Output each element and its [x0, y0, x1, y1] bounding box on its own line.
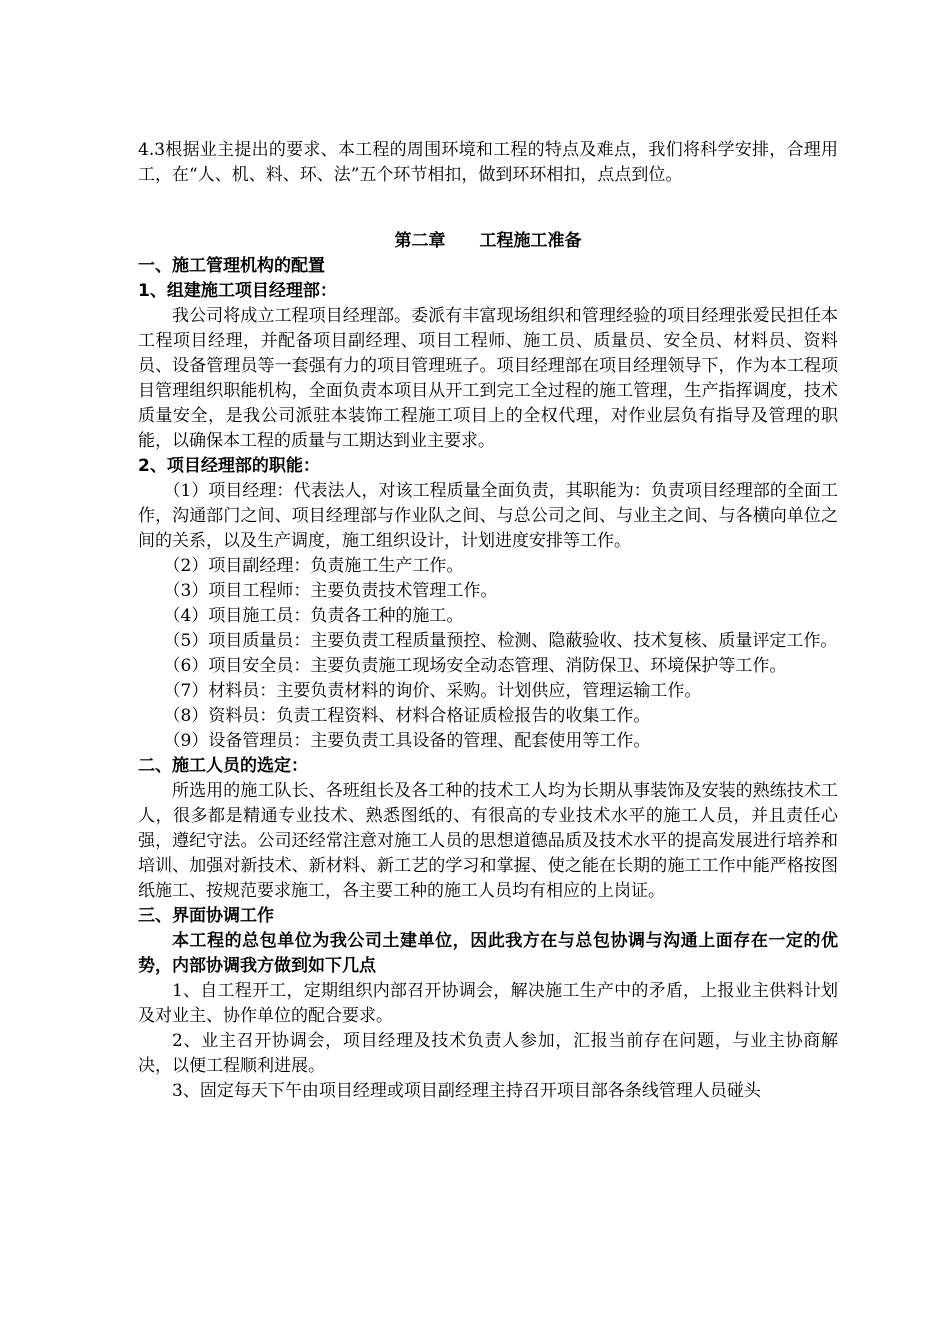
duty-item: （4）项目施工员：负责各工种的施工。 — [163, 606, 464, 626]
chapter-title: 第二章 工程施工准备 — [394, 231, 582, 251]
coordination-item: 1、自工程开工，定期组织内部召开协调会，解决施工生产中的矛盾，上报业主供料计划及对业主、协作单位的配合要求。 — [138, 981, 838, 1026]
section-heading-1: 一、施工管理机构的配置 — [138, 256, 325, 276]
section-heading-2: 二、施工人员的选定： — [138, 756, 308, 776]
duty-item: （5）项目质量员：主要负责工程质量预控、检测、隐蔽验收、技术复核、质量评定工作。 — [163, 631, 838, 651]
duty-item: （9）设备管理员：主要负责工具设备的管理、配套使用等工作。 — [163, 731, 651, 751]
subsection-heading-1: 1、组建施工项目经理部： — [138, 281, 337, 301]
duty-item: （6）项目安全员：主要负责施工现场安全动态管理、消防保卫、环境保护等工作。 — [163, 656, 787, 676]
document-page — [138, 138, 838, 1104]
duty-item: （1）项目经理：代表法人，对该工程质量全面负责，其职能为：负责项目经理部的全面工作，沟通部门之间、项目经理部与作业队之间、与总公司之间、与业主之间、与各横向单位之间的关系，以及生产调度，施工组织设计，计划进度安排等工作。 — [138, 481, 838, 551]
intro-paragraph: 4.3根据业主提出的要求、本工程的周围环境和工程的特点及难点，我们将科学安排，合理用工，在“人、机、料、环、法”五个环节相扣，做到环环相扣，点点到位。 — [138, 140, 838, 185]
coordination-item: 2、业主召开协调会，项目经理及技术负责人参加，汇报当前存在问题，与业主协商解决，以便工程顺利进展。 — [138, 1031, 838, 1076]
coordination-item: 3、固定每天下午由项目经理或项目副经理主持召开项目部各条线管理人员碰头 — [172, 1081, 761, 1101]
duty-item: （7）材料员：主要负责材料的询价、采购。计划供应，管理运输工作。 — [163, 681, 702, 701]
duty-item: （8）资料员：负责工程资料、材料合格证质检报告的收集工作。 — [163, 706, 651, 726]
duty-item: （2）项目副经理：负责施工生产工作。 — [163, 556, 464, 576]
section-heading-3: 三、界面协调工作 — [138, 906, 274, 926]
section-lead-3: 本工程的总包单位为我公司土建单位，因此我方在与总包协调与沟通上面存在一定的优势，内部协调我方做到如下几点 — [138, 931, 838, 976]
duty-item: （3）项目工程师：主要负责技术管理工作。 — [163, 581, 498, 601]
spacer — [138, 188, 838, 203]
subsection-body-1: 我公司将成立工程项目经理部。委派有丰富现场组织和管理经验的项目经理张爱民担任本工程项目经理，并配备项目副经理、项目工程师、施工员、质量员、安全员、材料员、资料员、设备管理员等一套强有力的项目管理班子。项目经理部在项目经理领导下，作为本工程项目管理组织职能机构，全面负责本项目从开工到完工全过程的施工管理，生产指挥调度，技术质量安全，是我公司派驻本装饰工程施工项目上的全权代理，对作业层负有指导及管理的职能，以确保本工程的质量与工期达到业主要求。 — [138, 306, 838, 451]
subsection-heading-2: 2、项目经理部的职能： — [138, 456, 320, 476]
section-body-2: 所选用的施工队长、各班组长及各工种的技术工人均为长期从事装饰及安装的熟练技术工人，很多都是精通专业技术、熟悉图纸的、有很高的专业技术水平的施工人员，并且责任心强，遵纪守法。公司还经常注意对施工人员的思想道德品质及技术水平的提高发展进行培养和培训、加强对新技术、新材料、新工艺的学习和掌握、使之能在长期的施工工作中能严格按图纸施工、按规范要求施工，各主要工种的施工人员均有相应的上岗证。 — [138, 781, 838, 901]
